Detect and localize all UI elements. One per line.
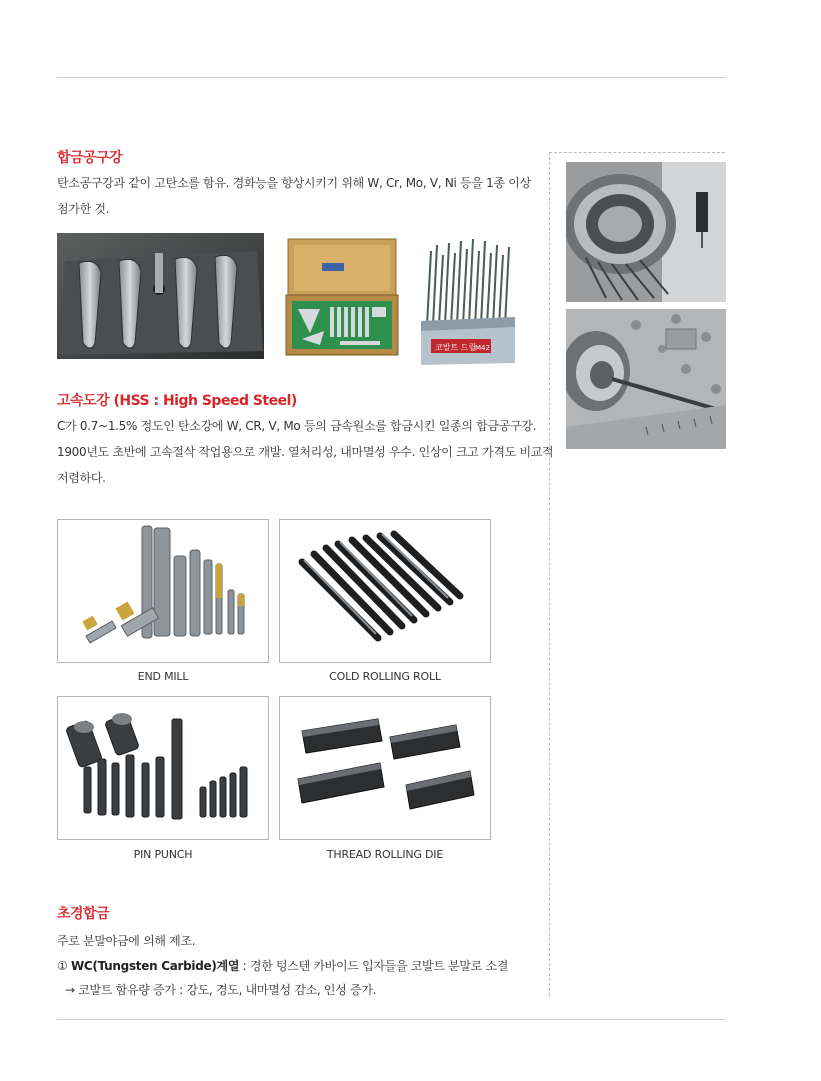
photo-cobalt-drill-set <box>417 235 519 367</box>
product-image-end-mill <box>57 519 269 663</box>
item-term: WC(Tungsten Carbide)계열 <box>70 959 240 973</box>
carbide-item-1-note: → 코발트 함유량 증가 : 강도, 경도, 내마멸성 감소, 인성 증가. <box>65 983 377 997</box>
photo-tool-set-box <box>280 235 402 359</box>
item-number: ① <box>57 959 71 973</box>
text-line: 첨가한 것. <box>57 202 110 216</box>
text-line: 탄소공구강과 같이 고탄소를 함유. 경화능을 향상시키기 위해 W, Cr, Mo, V, Ni 등을 1종 이상 <box>57 176 531 190</box>
item-description: : 경한 텅스텐 카바이드 입자들을 코발트 분말로 소결 <box>239 959 509 973</box>
sidebar-top-border <box>549 152 725 153</box>
section-title-cemented-carbide: 초경합금 <box>57 906 110 922</box>
section-text-hss <box>57 413 553 491</box>
carbide-intro: 주로 분말야금에 의해 제조. <box>57 934 196 948</box>
section-title-alloy-tool-steel: 합금공구강 <box>57 150 123 166</box>
section-title-hss: 고속도강 (HSS : High Speed Steel) <box>57 393 297 409</box>
bottom-rule <box>57 1019 726 1020</box>
caption-pin-punch: PIN PUNCH <box>133 848 193 861</box>
text-line: 1900년도 초반에 고속절삭 작업용으로 개발. 열처리성, 내마멸성 우수. 인상이 크고 가격도 비교적 <box>57 445 554 459</box>
drill-box-grade: M42 <box>475 344 490 352</box>
text-line: C가 0.7~1.5% 정도인 탄소강에 W, CR, V, Mo 등의 금속원소를 합금시킨 일종의 합금공구강. <box>57 419 537 433</box>
product-image-pin-punch <box>57 696 269 840</box>
section-text-alloy-tool-steel <box>57 170 531 222</box>
drill-box-label: 코발트 드릴 <box>435 343 477 352</box>
sidebar-divider <box>549 152 550 996</box>
photo-sidebar-bearing-machining <box>566 162 726 302</box>
product-image-thread-rolling-die <box>279 696 491 840</box>
caption-end-mill: END MILL <box>137 670 189 683</box>
text-line: 저렴하다. <box>57 471 106 485</box>
caption-cold-rolling-roll: COLD ROLLING ROLL <box>329 670 441 683</box>
caption-thread-rolling-die: THREAD ROLLING DIE <box>326 848 444 861</box>
carbide-item-1 <box>57 957 508 974</box>
photo-mold-plate <box>57 233 264 359</box>
product-image-cold-rolling-roll <box>279 519 491 663</box>
top-rule <box>57 77 726 78</box>
photo-sidebar-drill-chuck <box>566 309 726 449</box>
